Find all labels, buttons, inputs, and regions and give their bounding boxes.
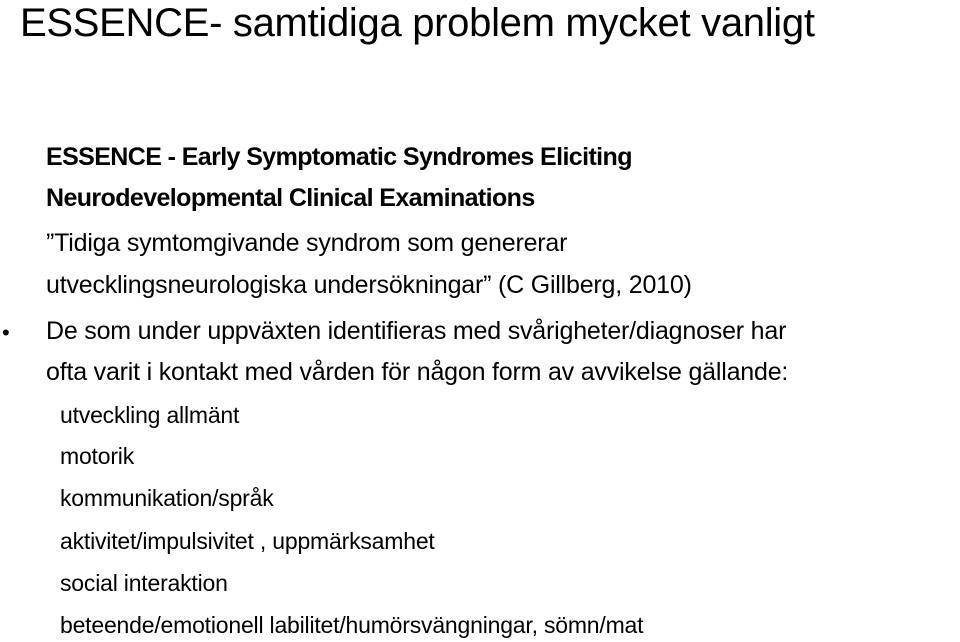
quote-line-2: utvecklingsneurologiska undersökningar” (C Gillberg, 2010) bbox=[46, 271, 692, 299]
acronym-line-1: ESSENCE - Early Symptomatic Syndromes Eliciting bbox=[46, 143, 632, 171]
sub-item-development: utveckling allmänt bbox=[60, 402, 240, 428]
sub-item-social: social interaktion bbox=[60, 570, 228, 596]
sub-item-motor: motorik bbox=[60, 443, 135, 469]
bullet-marker: • bbox=[2, 320, 10, 345]
quote-line-1: ”Tidiga symtomgivande syndrom som genererar bbox=[46, 229, 568, 257]
sub-item-communication: kommunikation/språk bbox=[60, 485, 274, 511]
acronym-line-2: Neurodevelopmental Clinical Examinations bbox=[46, 184, 535, 212]
sub-item-activity: aktivitet/impulsivitet , uppmärksamhet bbox=[60, 528, 435, 554]
bullet-line-2: ofta varit i kontakt med vården för någon form av avvikelse gällande: bbox=[46, 358, 789, 386]
bullet-line-1: De som under uppväxten identifieras med svårigheter/diagnoser har bbox=[46, 317, 787, 345]
sub-item-behaviour: beteende/emotionell labilitet/humörsvängningar, sömn/mat bbox=[60, 612, 644, 638]
slide-title: ESSENCE- samtidiga problem mycket vanligt bbox=[20, 1, 815, 45]
